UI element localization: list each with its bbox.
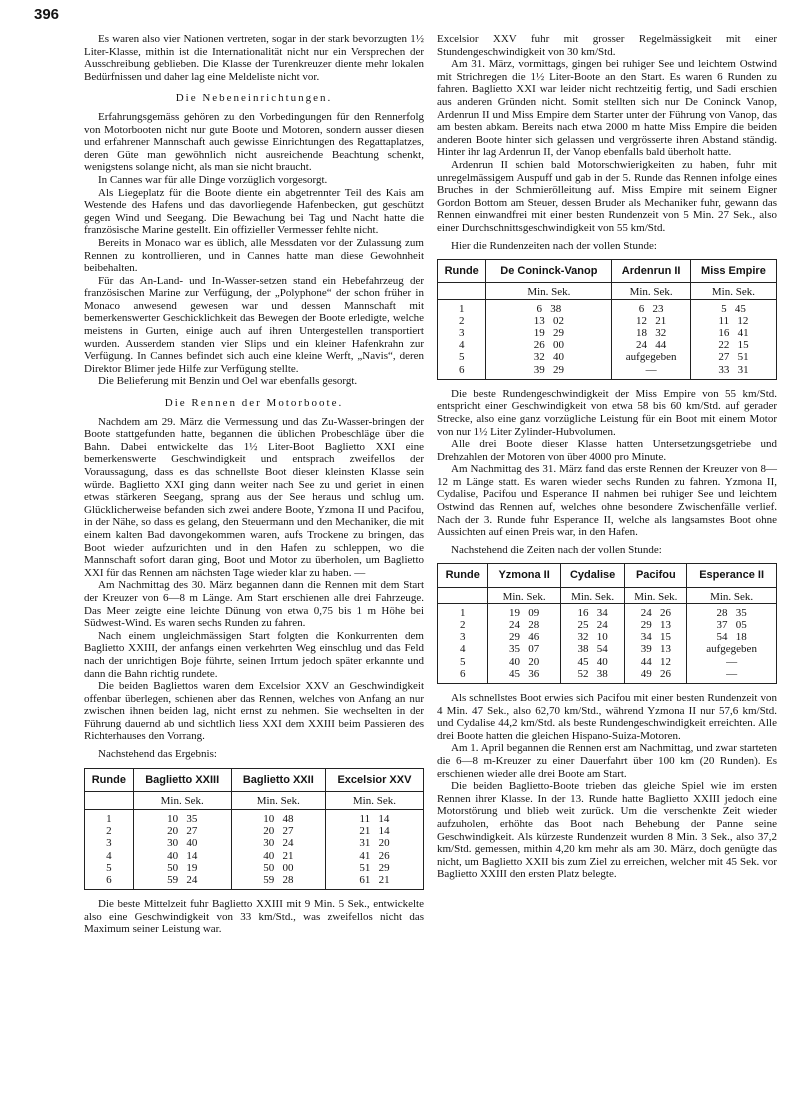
table-cell: 59 24 <box>133 874 231 890</box>
table-cell: 39 13 <box>625 643 687 655</box>
table-cell: 45 36 <box>488 668 560 684</box>
table-cell: 31 20 <box>325 837 423 849</box>
table-cell: 54 18 <box>687 631 777 643</box>
paragraph: Alle drei Boote dieser Klasse hatten Untersetzungsgetriebe und Drehzahlen der Motoren von über 4000 pro Minute. <box>437 438 777 463</box>
table-cell: 1 <box>438 603 488 619</box>
right-column <box>437 33 777 881</box>
table-cell: 2 <box>85 825 134 837</box>
table-header: Runde <box>438 260 486 283</box>
table-cell: 2 <box>438 619 488 631</box>
paragraph: Ardenrun II schien bald Motorschwierigkeiten zu haben, fuhr mit unregelmässigem Auspuff und gab in der 5. Runde das Rennen infolge eines Bruches in der Schmierölleitung auf. Miss Empire mit seinem Eigner Gordon Bottom am Steuer, dessen Bruder als Mechaniker fuhr, gewann das Rennen einwandfrei mit einer besten Rundenzeit von 5 Min. 27 Sek., also einer Durchschnittsgeschwindigkeit von 55 km/Std. <box>437 158 777 234</box>
table-cell: 33 31 <box>690 364 776 380</box>
table-cell: 45 40 <box>560 656 625 668</box>
table-row <box>438 619 777 631</box>
table-row <box>85 874 424 890</box>
paragraph: Die Belieferung mit Benzin und Oel war ebenfalls gesorgt. <box>98 375 358 388</box>
table-cell: 38 54 <box>560 643 625 655</box>
paragraph: In Cannes war für alle Dinge vorzüglich vorgesorgt. <box>98 173 328 186</box>
paragraph: Als Liegeplatz für die Boote diente ein abgetrennter Teil des Kais am Westende des Hafens und das davorliegende Hafenbecken, gut geschützt gegen Wind und Seegang. Die Bewachung bei Tag und Nacht hatte die französische Marine gestellt. Ein offizieller Vermesser fehlte nicht. <box>84 186 424 237</box>
unit-label: Min. Sek. <box>486 283 612 299</box>
paragraph: Für das An-Land- und In-Wasser-setzen stand ein Hebefahrzeug der französischen Marine zur Verfügung, der „Polyphone“ der schon früher in Monaco anwesend gewesen war und dessen Mannschaft mit bemerkenswerter Geschicklichkeit das Bewegen der Boote erledigte, welche meistens in Gurten, einige auch auf ihren Untergestellen transportiert wurden. Ausserdem standen vier Slips und ein kleiner Hafenkrahn zur Verfügung. In Cannes befindet sich auch eine kleine Werft, „Navis“, deren Direktor Blimer jede Hilfe zur Verfügung stellte. <box>84 274 424 375</box>
table-cell: 2 <box>438 315 486 327</box>
table-caption: Hier die Rundenzeiten nach der vollen Stunde: <box>451 239 657 252</box>
table-cell: 27 51 <box>690 351 776 363</box>
table-cell: 6 38 <box>486 299 612 315</box>
table-header: Cydalise <box>560 564 625 587</box>
table-cell: 6 <box>438 364 486 380</box>
paragraph: Es waren also vier Nationen vertreten, sogar in der stark bevorzugten 1½ Liter-Klasse, mithin ist die Internationalität nicht nur ein Versprechen der Ausschreibung geblieben. Die Klasse der Turenkreuzer diente mehr lokalen Bedürfnissen und daher lag eine Meldeliste nicht vor. <box>84 33 424 83</box>
unit-label: Min. Sek. <box>612 283 691 299</box>
table-cell: 44 12 <box>625 656 687 668</box>
unit-label: Min. Sek. <box>687 587 777 603</box>
table-caption: Nachstehend das Ergebnis: <box>98 748 217 761</box>
table-cell: 32 10 <box>560 631 625 643</box>
table-cell: 25 24 <box>560 619 625 631</box>
unit-label: Min. Sek. <box>231 791 325 809</box>
section-heading: Die Nebeneinrichtungen. <box>175 92 333 105</box>
table-cell: 61 21 <box>325 874 423 890</box>
table-cell: 3 <box>85 837 134 849</box>
table-cell: 40 20 <box>488 656 560 668</box>
table-header: Miss Empire <box>690 260 776 283</box>
table-cell: 26 00 <box>486 339 612 351</box>
table-cell: 50 19 <box>133 862 231 874</box>
table-cell: 24 44 <box>612 339 691 351</box>
table-cell: 30 24 <box>231 837 325 849</box>
table-cell: 22 15 <box>690 339 776 351</box>
table-cell: 24 26 <box>625 603 687 619</box>
table-cell: 1 <box>85 810 134 826</box>
table-cell: 16 41 <box>690 327 776 339</box>
table-cell: 19 09 <box>488 603 560 619</box>
table-row <box>438 327 777 339</box>
table-caption: Nachstehend die Zeiten nach der vollen Stunde: <box>451 543 662 556</box>
table-header: Yzmona II <box>488 564 560 587</box>
lap-times-table-cruisers <box>437 563 777 684</box>
table-cell: 4 <box>438 339 486 351</box>
paragraph: Am Nachmittag des 31. März fand das erste Rennen der Kreuzer von 8—12 m Länge statt. Es waren wieder sechs Runden zu fahren. Yzmona II, Cydalise, Pacifou und Esperance II nahmen bei ruhiger See und leichtem Ostwind das Rennen auf, welches ohne besondere Zwischenfälle verlief. Nach der 3. Runde fuhr Esperance II, welche als langsamstes Boot ohne Aussichten auf einen Preis war, in den Hafen. <box>437 463 777 539</box>
table-cell: 10 35 <box>133 810 231 826</box>
table-cell: 18 32 <box>612 327 691 339</box>
table-cell: 51 29 <box>325 862 423 874</box>
table-cell: 32 40 <box>486 351 612 363</box>
table-row <box>438 668 777 684</box>
table-header: Runde <box>438 564 488 587</box>
paragraph: Die beiden Bagliettos waren dem Excelsior XXV an Geschwindigkeit offenbar überlegen, schienen aber das Rennen, welches von Anfang an nur zwischen ihnen beiden lag, nicht ernst zu nehmen. Sie wechselten in der Führung dauernd ab und sichtlich liess XXI dem XXIII beim Passieren des Richterhauses den Vorrang. <box>84 680 424 743</box>
table-cell: 34 15 <box>625 631 687 643</box>
section-heading: Die Rennen der Motorboote. <box>164 397 344 410</box>
table-cell: 5 45 <box>690 299 776 315</box>
table-cell: aufgegeben <box>612 351 691 363</box>
paragraph: Excelsior XXV fuhr mit grosser Regelmässigkeit mit einer Stundengeschwindigkeit von 30 km/Std. <box>437 33 777 58</box>
table-row <box>438 351 777 363</box>
table-cell: 12 21 <box>612 315 691 327</box>
unit-label: Min. Sek. <box>133 791 231 809</box>
table-cell: 5 <box>438 351 486 363</box>
paragraph: Am 1. April begannen die Rennen erst am Nachmittag, und zwar starteten die 6—8 m-Kreuzer zu einer Dauerfahrt über 100 km (20 Runden). Es erschienen wieder alle drei Boote am Start. <box>437 742 777 780</box>
unit-row <box>438 587 777 603</box>
table-cell: aufgegeben <box>687 643 777 655</box>
table-cell: 21 14 <box>325 825 423 837</box>
table-cell: 4 <box>85 850 134 862</box>
results-table-baglietto <box>84 768 424 891</box>
table-cell: 40 21 <box>231 850 325 862</box>
table-row <box>85 810 424 826</box>
table-cell: 30 40 <box>133 837 231 849</box>
table-row <box>438 603 777 619</box>
paragraph: Am Nachmittag des 30. März begannen dann die Rennen mit dem Start der Kreuzer von 6—8 m Länge. Am Start erschienen alle drei Fahrzeuge. Das Meer zeigte eine leichte Dünung von etwa 0,75 bis 1 m Höhe bei Südwest-Wind. Es waren sechs Runden zu fahren. <box>84 579 424 630</box>
table-cell: 49 26 <box>625 668 687 684</box>
table-row <box>85 825 424 837</box>
table-cell: 3 <box>438 327 486 339</box>
paragraph: Am 31. März, vormittags, gingen bei ruhiger See und leichtem Ostwind mit Strichregen die 1½ Liter-Boote an den Start. Es waren 6 Runden zu fahren. Baglietto XXI war leider nicht rechtzeitig fertig, und Sadi erschien aus anderen Gründen nicht. Somit stellten sich nur De Coninck Vanop, Ardenrun II und Miss Empire dem Starter unter der Führung von Vanop, das am besten abkam. Bereits nach etwa 2000 m hatte Miss Empire die beiden anderen Boote hinter sich gelassen und vergrösserte ihren Abstand ständig. Hinter ihr lag Ardenrun II, der Vanop ebenfalls bald überholt hatte. <box>437 58 777 159</box>
table-cell: 11 14 <box>325 810 423 826</box>
table-cell: 52 38 <box>560 668 625 684</box>
table-cell: 6 <box>438 668 488 684</box>
table-header: De Coninck-Vanop <box>486 260 612 283</box>
table-row <box>85 837 424 849</box>
table-cell: 6 23 <box>612 299 691 315</box>
table-row <box>85 862 424 874</box>
paragraph: Als schnellstes Boot erwies sich Pacifou mit einer besten Rundenzeit von 4 Min. 47 Sek., also 62,70 km/Std., während Yzmona II nur 57,6 km/Std. und Cydalise 44,2 km/Std. als beste Rundengeschwindigkeit erreichten. Alle drei Boote hatten die gleichen Hispano-Suiza-Motoren. <box>437 692 777 742</box>
table-cell: 3 <box>438 631 488 643</box>
unit-label: Min. Sek. <box>690 283 776 299</box>
table-header: Baglietto XXII <box>231 768 325 791</box>
table-header: Excelsior XXV <box>325 768 423 791</box>
paragraph: Nach einem ungleichmässigen Start folgten die Konkurrenten dem Baglietto XXIII, der anfangs einen verkehrten Weg einschlug und das Feld nach der unrichtigen Boje führte, seinen Irrtum jedoch später erkannte und dann die Bahn richtig rundete. <box>84 629 424 680</box>
table-header: Pacifou <box>625 564 687 587</box>
table-cell: 37 05 <box>687 619 777 631</box>
table-cell: 6 <box>85 874 134 890</box>
table-cell: 20 27 <box>231 825 325 837</box>
table-row <box>438 643 777 655</box>
table-header: Runde <box>85 768 134 791</box>
table-row <box>438 631 777 643</box>
unit-label: Min. Sek. <box>488 587 560 603</box>
page-number: 396 <box>34 6 60 23</box>
table-cell: — <box>687 656 777 668</box>
table-cell: 5 <box>438 656 488 668</box>
paragraph: Erfahrungsgemäss gehören zu den Vorbedingungen für den Rennerfolg von Motorbooten nicht nur gute Boote und Motoren, sondern ausser diesen und erfahrener Mannschaft auch gewisse Einrichtungen des Regattaplatzes, deren Güte man gewöhnlich nicht ausreichende Beachtung schenkt, wenigstens solange nicht, als man sie nicht braucht. <box>84 110 424 174</box>
table-row <box>438 339 777 351</box>
paragraph: Nachdem am 29. März die Vermessung und das Zu-Wasser-bringen der Boote stattgefunden hatte, begannen die üblichen Probeschläge über die Bahn. Dabei entwickelte das 1½ Liter-Boot Baglietto XXI eine bemerkenswerte Geschwindigkeit und entsprach zweifellos der Voraussagung, dass es das schnellste Boot dieser kleinsten Klasse sein würde. Baglietto XXI ging dann weiter nach See zu und geriet in einen etwas stärkeren Seegang, sprang aus der See heraus und schlug um. Glücklicherweise befanden sich zwei andere Boote, Yzmona II und Pacifou, in der Nähe, so dass es gelang, den Steuermann und den Mechaniker, die mit einem kalten Bad davongekommen waren, aufs Trockene zu bringen, das Boot wieder aufzurichten und in den Hafen zu schleppen, wo die Mannschaft sofort daran ging, Boot und Motor zu überholen, um Baglietto XXI für das Rennen am nächsten Tage wieder klar zu haben. — <box>84 415 424 579</box>
table-cell: 29 46 <box>488 631 560 643</box>
table-cell: 40 14 <box>133 850 231 862</box>
paragraph: Die beiden Baglietto-Boote trieben das gleiche Spiel wie im ersten Rennen ihrer Klasse. In der 13. Runde hatte Baglietto XXIII jedoch eine Motorstörung und blieb weit zurück. Um die verschenkte Zeit wieder aufzuholen, erhöhte das Boot nach Behebung der Panne seine Geschwindigkeit. Als kürzeste Rundenzeit wurden 8 Min. 3 Sek., also 37,2 km/Std. gemessen, mithin 4,20 km mehr als am 30. März, doch genügte das nicht, um Baglietto XXII bis zum Ziel zu erreichen, welcher mit 45 Sek. vor Baglietto XXIII den ersten Platz belegte. <box>437 780 777 881</box>
table-cell: 24 28 <box>488 619 560 631</box>
lap-times-table-liter-class <box>437 259 777 380</box>
table-row <box>438 315 777 327</box>
unit-row <box>438 283 777 299</box>
table-cell: 59 28 <box>231 874 325 890</box>
table-cell: 20 27 <box>133 825 231 837</box>
table-cell: 19 29 <box>486 327 612 339</box>
table-cell: 5 <box>85 862 134 874</box>
unit-label: Min. Sek. <box>560 587 625 603</box>
paragraph: Die beste Mittelzeit fuhr Baglietto XXIII mit 9 Min. 5 Sek., entwickelte also eine Geschwindigkeit von 33 km/Std., was zweifellos nicht das Maximum seiner Leistung war. <box>84 898 424 936</box>
table-row <box>85 850 424 862</box>
table-cell: 41 26 <box>325 850 423 862</box>
table-cell: — <box>612 364 691 380</box>
table-cell: 35 07 <box>488 643 560 655</box>
unit-label: Min. Sek. <box>325 791 423 809</box>
table-cell: 11 12 <box>690 315 776 327</box>
table-cell: 10 48 <box>231 810 325 826</box>
table-header: Baglietto XXIII <box>133 768 231 791</box>
left-column <box>84 33 424 936</box>
table-cell: 16 34 <box>560 603 625 619</box>
table-cell: 29 13 <box>625 619 687 631</box>
table-cell: 50 00 <box>231 862 325 874</box>
paragraph: Die beste Rundengeschwindigkeit der Miss Empire von 55 km/Std. entspricht einer Geschwindigkeit von etwa 58 bis 60 km/Std. auf gerader Strecke, also eine ganz vorzügliche Leistung für ein Boot mit einem Motor von nur 1½ Liter Zylinder-Hubvolumen. <box>437 387 777 438</box>
table-cell: — <box>687 668 777 684</box>
table-cell: 1 <box>438 299 486 315</box>
table-header: Esperance II <box>687 564 777 587</box>
table-cell: 28 35 <box>687 603 777 619</box>
table-cell: 4 <box>438 643 488 655</box>
table-row <box>438 364 777 380</box>
paragraph: Bereits in Monaco war es üblich, alle Messdaten vor der Zulassung zum Rennen zu kontrollieren, und in Cannes hatte man diese Gewohnheit beibehalten. <box>84 236 424 275</box>
table-cell: 39 29 <box>486 364 612 380</box>
unit-label: Min. Sek. <box>625 587 687 603</box>
unit-row <box>85 791 424 809</box>
table-row <box>438 656 777 668</box>
table-row <box>438 299 777 315</box>
table-cell: 13 02 <box>486 315 612 327</box>
table-header: Ardenrun II <box>612 260 691 283</box>
